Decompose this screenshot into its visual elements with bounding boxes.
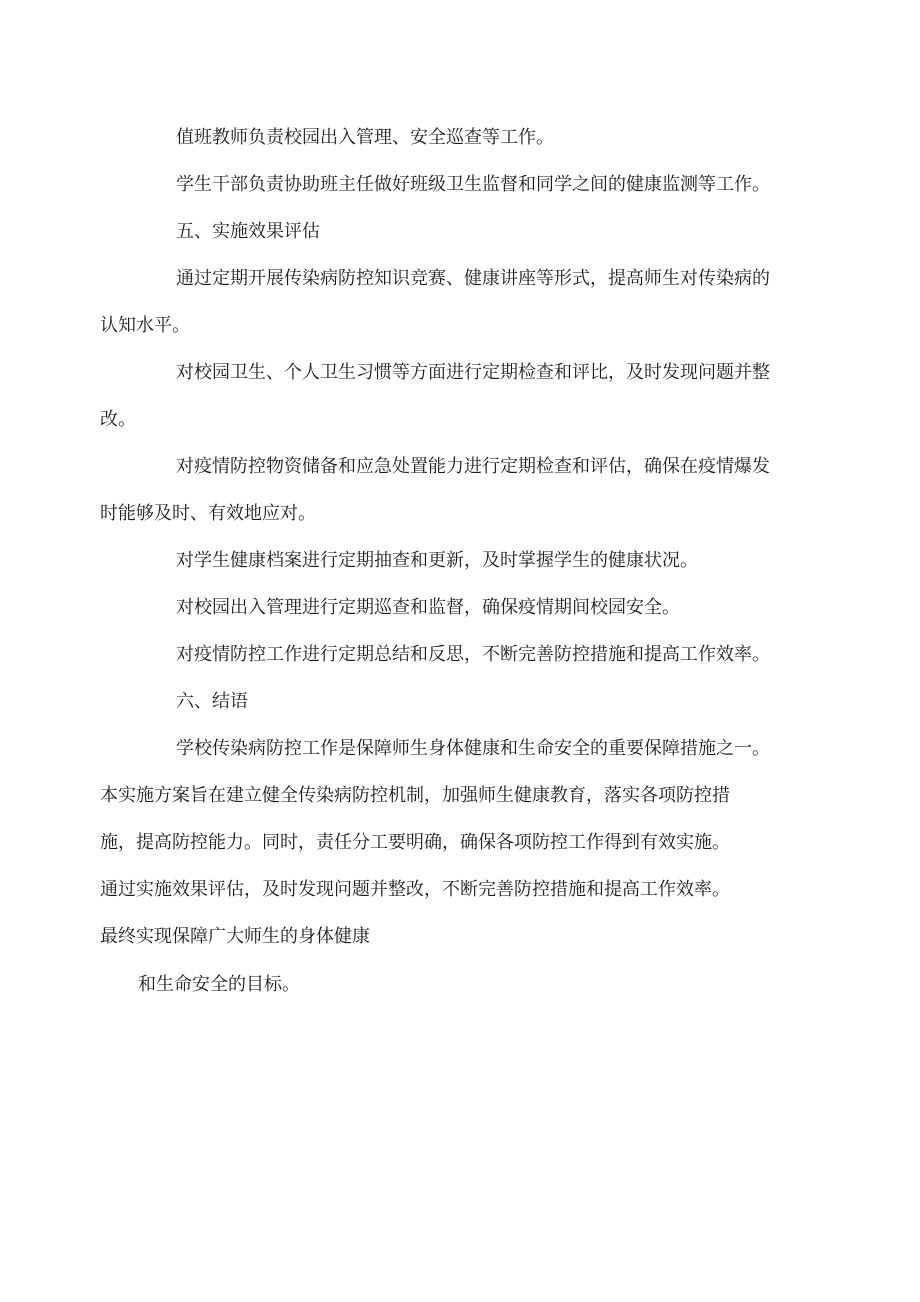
paragraph-line: 改。 bbox=[100, 409, 136, 430]
section-heading-text: 六、结语 bbox=[176, 691, 248, 712]
section-heading-evaluation bbox=[138, 208, 798, 255]
paragraph-knowledge-contest bbox=[100, 255, 798, 349]
paragraph-line: 学生干部负责协助班主任做好班级卫生监督和同学之间的健康监测等工作。 bbox=[176, 174, 770, 195]
paragraph-line: 通过定期开展传染病防控知识竞赛、健康讲座等形式，提高师生对传染病的 bbox=[176, 268, 770, 289]
paragraph-line: 对学生健康档案进行定期抽查和更新，及时掌握学生的健康状况。 bbox=[176, 550, 698, 571]
paragraph-line: 时能够及时、有效地应对。 bbox=[100, 503, 316, 524]
paragraph-line: 最终实现保障广大师生的身体健康 bbox=[100, 926, 370, 947]
paragraph-conclusion bbox=[100, 725, 798, 960]
paragraph-line: 对疫情防控物资储备和应急处置能力进行定期检查和评估，确保在疫情爆发 bbox=[176, 456, 770, 477]
section-heading-conclusion bbox=[138, 678, 798, 725]
paragraph-duty-teacher bbox=[138, 114, 798, 161]
section-heading-text: 五、实施效果评估 bbox=[176, 221, 320, 242]
paragraph-line: 对校园卫生、个人卫生习惯等方面进行定期检查和评比，及时发现问题并整 bbox=[176, 362, 770, 383]
paragraph-line: 对疫情防控工作进行定期总结和反思，不断完善防控措施和提高工作效率。 bbox=[176, 644, 770, 665]
paragraph-line: 和生命安全的目标。 bbox=[138, 974, 300, 995]
paragraph-summary-reflection bbox=[138, 631, 798, 678]
paragraph-student-cadre bbox=[138, 161, 798, 208]
document-body bbox=[100, 114, 798, 1008]
paragraph-supplies-check bbox=[100, 443, 798, 537]
paragraph-line: 认知水平。 bbox=[100, 315, 190, 336]
paragraph-line: 学校传染病防控工作是保障师生身体健康和生命安全的重要保障措施之一。 bbox=[176, 738, 770, 759]
paragraph-line: 通过实施效果评估，及时发现问题并整改，不断完善防控措施和提高工作效率。 bbox=[100, 879, 730, 900]
paragraph-health-records bbox=[138, 537, 798, 584]
paragraph-line: 施，提高防控能力。同时，责任分工要明确，确保各项防控工作得到有效实施。 bbox=[100, 832, 730, 853]
paragraph-hygiene-check bbox=[100, 349, 798, 443]
paragraph-line: 本实施方案旨在建立健全传染病防控机制，加强师生健康教育，落实各项防控措 bbox=[100, 785, 730, 806]
paragraph-access-patrol bbox=[138, 584, 798, 631]
paragraph-line: 对校园出入管理进行定期巡查和监督，确保疫情期间校园安全。 bbox=[176, 597, 680, 618]
paragraph-line: 值班教师负责校园出入管理、安全巡查等工作。 bbox=[176, 127, 554, 148]
paragraph-conclusion-tail bbox=[138, 961, 798, 1008]
